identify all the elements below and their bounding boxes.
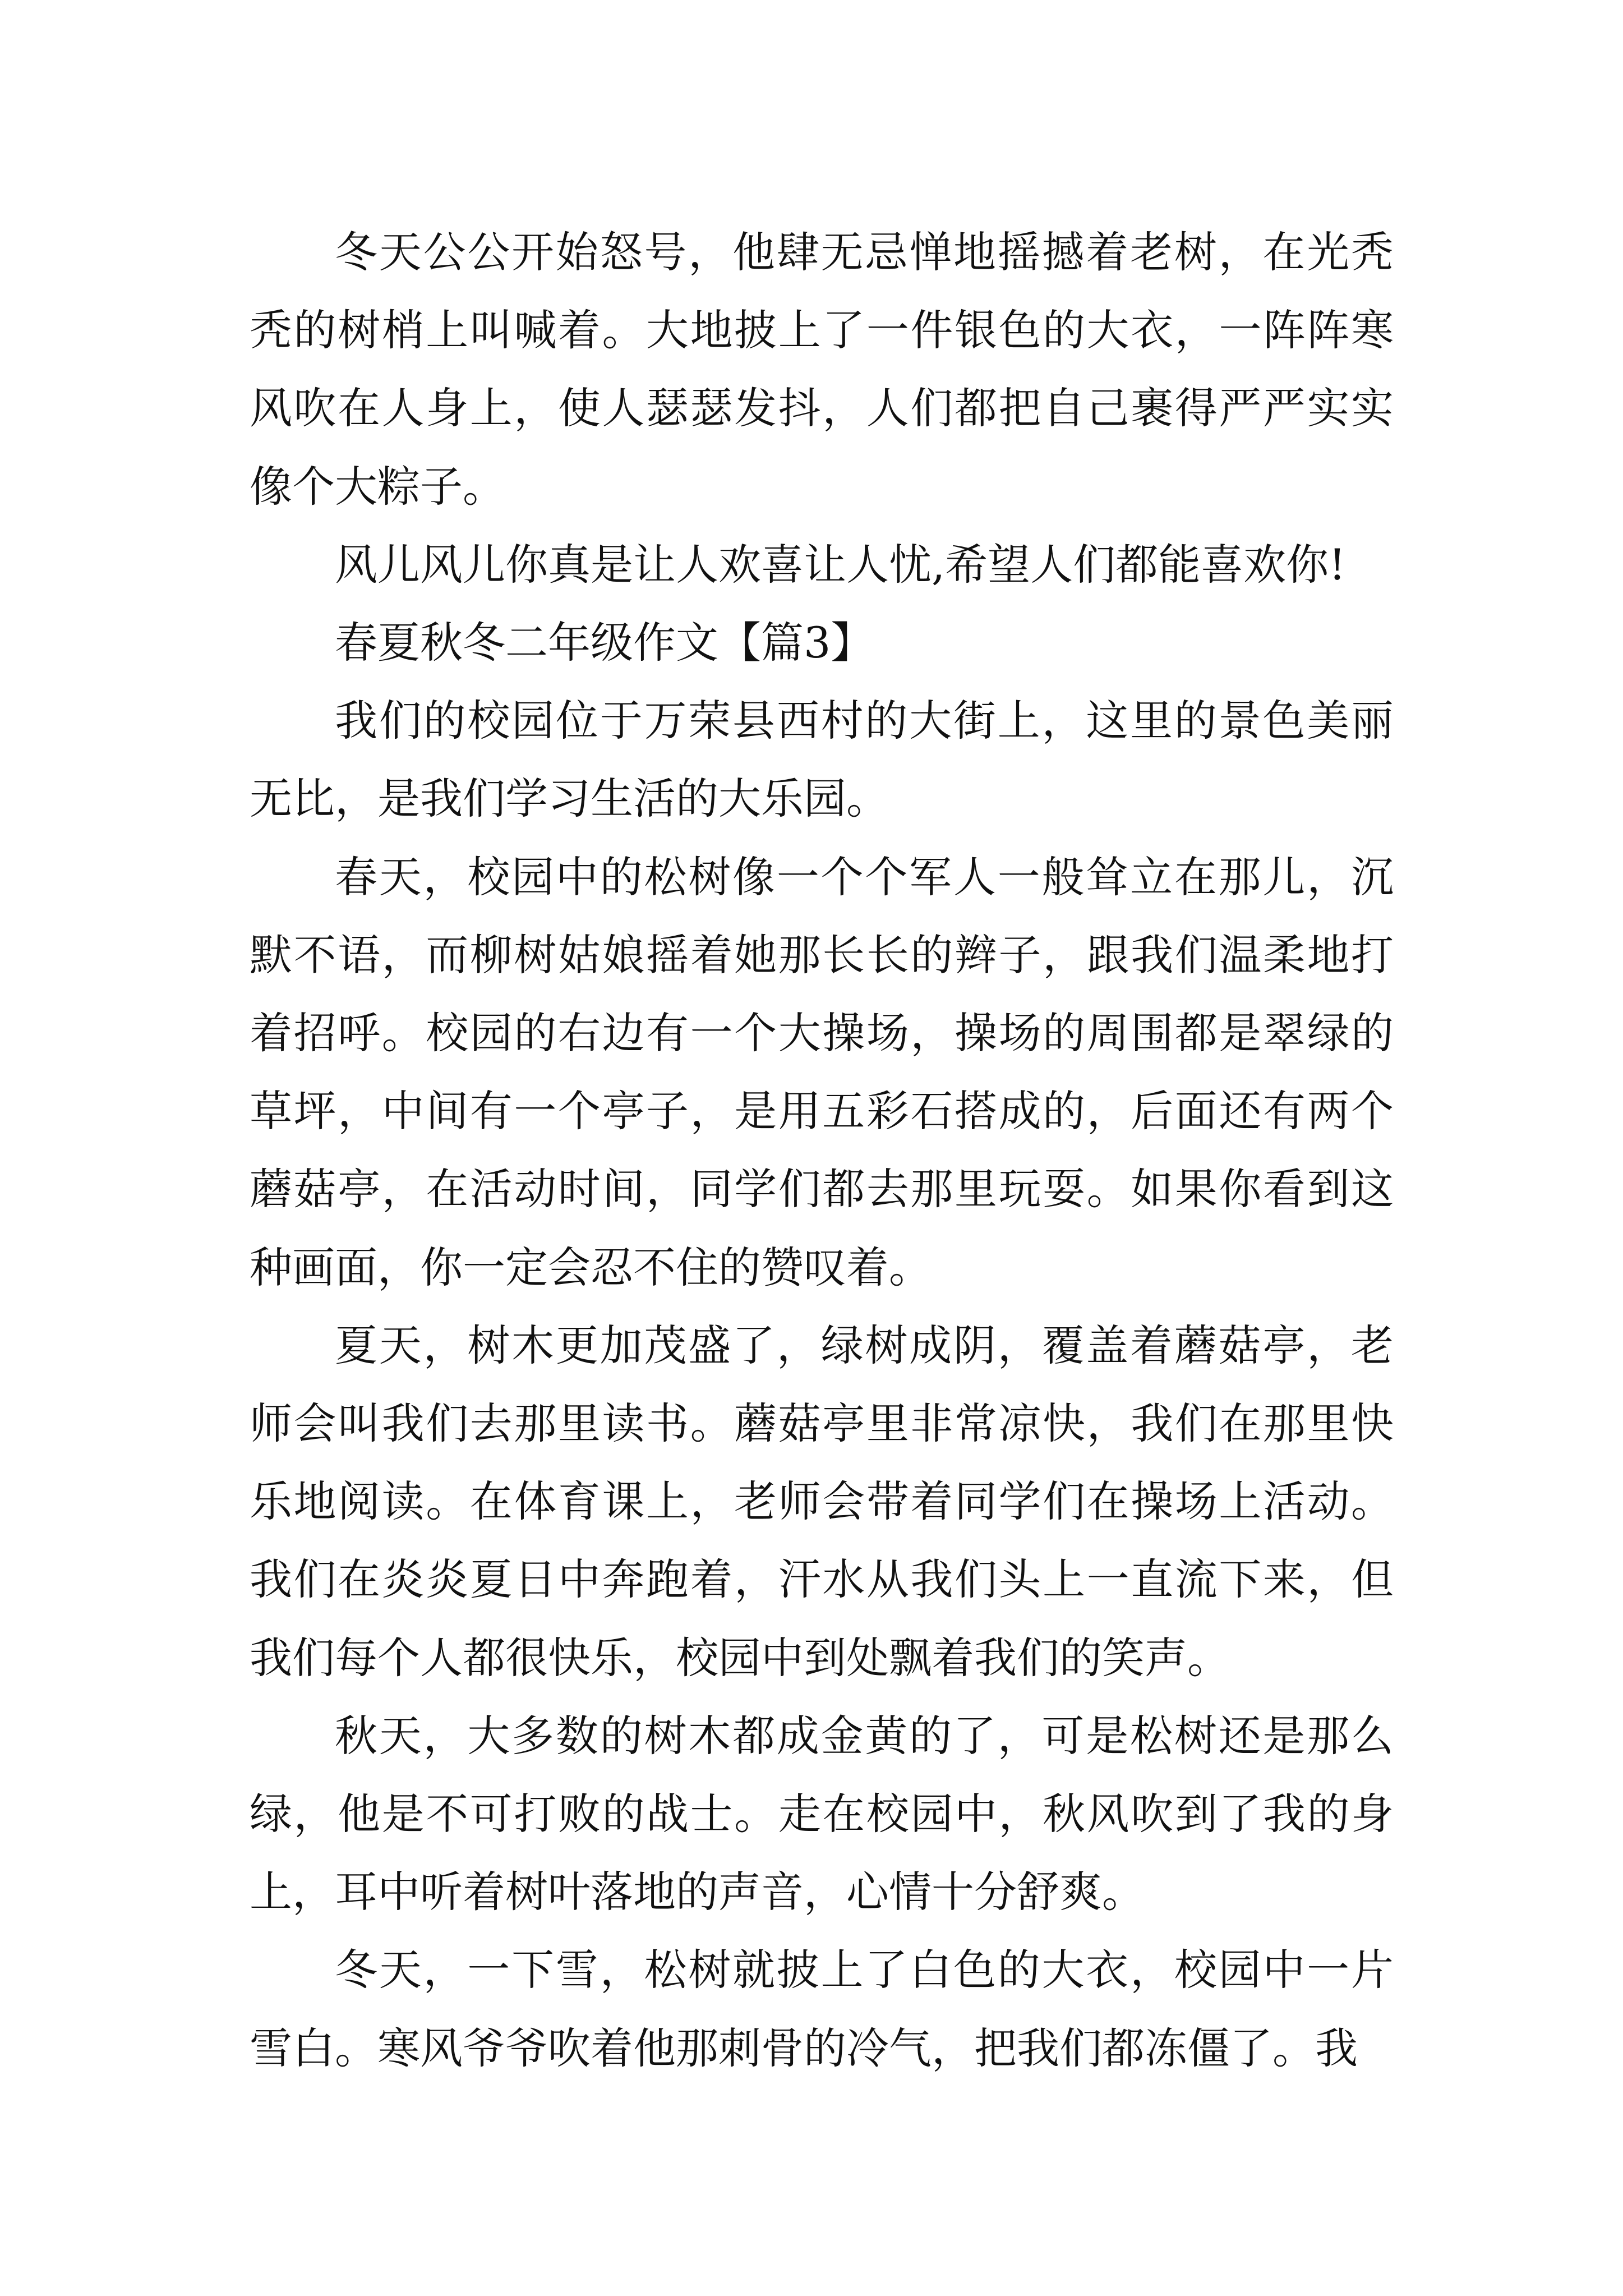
paragraph-campus-autumn: 秋天，大多数的树木都成金黄的了，可是松树还是那么绿，他是不可打败的战士。走在校园中，秋风吹到了我的身上，耳中听着树叶落地的声音，心情十分舒爽。 bbox=[250, 1710, 1394, 1917]
paragraph-campus-spring: 春天，校园中的松树像一个个军人一般耸立在那儿，沉默不语，而柳树姑娘摇着她那长长的辫子，跟我们温柔地打着招呼。校园的右边有一个大操场，操场的周围都是翠绿的草坪，中间有一个亭子，是用五彩石搭成的，后面还有两个蘑菇亭，在活动时间，同学们都去那里玩耍。如果你看到这种画面，你一定会忍不住的赞叹着。 bbox=[250, 852, 1394, 1292]
essay-text-block bbox=[250, 213, 1394, 2087]
paragraph-campus-summer: 夏天，树木更加茂盛了，绿树成阴，覆盖着蘑菇亭，老师会叫我们去那里读书。蘑菇亭里非常凉快，我们在那里快乐地阅读。在体育课上，老师会带着同学们在操场上活动。我们在炎炎夏日中奔跑着，汗水从我们头上一直流下来，但我们每个人都很快乐，校园中到处飘着我们的笑声。 bbox=[250, 1320, 1394, 1683]
paragraph-campus-intro: 我们的校园位于万荣县西村的大街上，这里的景色美丽无比，是我们学习生活的大乐园。 bbox=[250, 696, 1394, 824]
paragraph-wind-conclusion: 风儿风儿你真是让人欢喜让人忧,希望人们都能喜欢你! bbox=[335, 539, 1346, 590]
paragraph-winter-wind: 冬天公公开始怒号，他肆无忌惮地摇撼着老树，在光秃秃的树梢上叫喊着。大地披上了一件银色的大衣，一阵阵寒风吹在人身上，使人瑟瑟发抖，人们都把自己裹得严严实实像个大粽子。 bbox=[250, 227, 1394, 512]
paragraph-campus-winter: 冬天，一下雪，松树就披上了白色的大衣，校园中一片雪白。寒风爷爷吹着他那刺骨的冷气，把我们都冻僵了。我 bbox=[250, 1945, 1394, 2073]
essay-title: 春夏秋冬二年级作文【篇3】 bbox=[335, 618, 874, 668]
